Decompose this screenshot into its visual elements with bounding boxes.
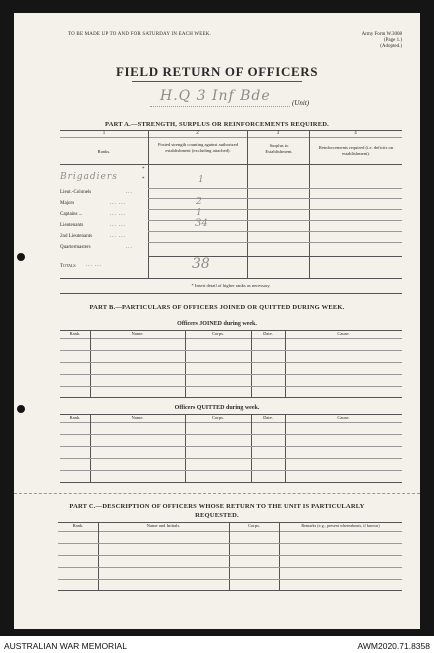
joined-col-corps: Corps. — [211, 331, 225, 336]
rank-dots: ... ... — [110, 212, 126, 217]
col-header-posted: Posted strength counting against authorized establishment (excluding attached). — [157, 142, 239, 153]
part-a-heading: PART A.—STRENGTH, SURPLUS OR REINFORCEMENTS REQUIRED. — [105, 121, 329, 128]
unit-handwritten: H.Q 3 Inf Bde — [160, 88, 271, 104]
part-c-heading — [0, 502, 434, 520]
part-a-header-rule — [60, 164, 402, 165]
joined-row-rule — [60, 386, 402, 387]
row-rule — [148, 231, 402, 232]
form-number-page: (Page 1.) — [383, 38, 402, 43]
posted-majors: 2 — [196, 197, 202, 207]
joined-heading: Officers JOINED during week. — [177, 321, 257, 327]
row-rule — [148, 209, 402, 210]
part-a-end-rule — [60, 293, 402, 294]
rank-lieut-colonels: Lieut.-Colonels — [60, 190, 92, 195]
quitted-col-rank: Rank. — [69, 415, 81, 420]
col-number: 2 — [196, 131, 199, 136]
col-number: 3 — [276, 131, 280, 136]
rank-dots: ... ... — [110, 223, 126, 228]
part-a-footnote: * Insert detail of higher ranks as necessary. — [191, 283, 271, 288]
rank-quartermasters: Quartermasters — [60, 245, 91, 250]
title-underline — [132, 81, 302, 82]
col-header-surplus: Surplus to Establishment. — [265, 143, 293, 154]
quitted-col-date: Date. — [263, 415, 273, 420]
unit-label: (Unit) — [292, 99, 310, 107]
joined-col-rank: Rank. — [69, 331, 81, 336]
quitted-row-rule — [60, 470, 402, 471]
rank-captains: Captains ... — [60, 212, 83, 217]
part-a-num-rule — [60, 137, 402, 138]
part-c-bottom-rule — [58, 590, 402, 591]
joined-col-date: Date. — [263, 331, 273, 336]
joined-bottom-rule — [60, 397, 402, 398]
punch-hole — [17, 253, 25, 261]
joined-row-rule — [60, 350, 402, 351]
rank-asterisk: * — [142, 167, 145, 172]
footer-credit: AUSTRALIAN WAR MEMORIAL — [4, 641, 127, 651]
rank-dots: ... ... — [110, 234, 126, 239]
part-c-row-rule — [58, 567, 402, 568]
part-a-bottom-rule — [60, 278, 402, 279]
quitted-row-rule — [60, 434, 402, 435]
quitted-col-corps: Corps. — [211, 415, 225, 420]
joined-header-rule — [60, 338, 402, 339]
quitted-heading: Officers QUITTED during week. — [174, 405, 260, 411]
form-instruction: TO BE MADE UP TO AND FOR SATURDAY IN EACH WEEK. — [68, 32, 212, 37]
part-c-col-rank: Rank. — [72, 523, 84, 528]
rank-dots: ... ... — [86, 263, 102, 268]
rank-asterisk: * — [142, 177, 145, 182]
quitted-col-cause: Cause. — [337, 415, 350, 420]
col-number: 4 — [354, 131, 357, 136]
form-number-line: Army Form W.3008 — [361, 32, 402, 37]
form-number-adopted: (Adopted.) — [380, 44, 402, 49]
posted-lieutenants: 34 — [195, 218, 208, 229]
part-c-col-name: Name and Initials. — [146, 523, 181, 528]
quitted-header-rule — [60, 422, 402, 423]
rank-majors: Majors — [60, 201, 75, 206]
form-number — [330, 32, 402, 50]
rank-lieutenants: Lieutenants — [60, 223, 84, 228]
quitted-col-divider — [251, 414, 252, 482]
col-number: 1 — [102, 131, 106, 136]
posted-brigadiers: 1 — [198, 175, 204, 185]
part-c-row-rule — [58, 555, 402, 556]
quitted-row-rule — [60, 446, 402, 447]
rank-brigadiers: Brigadiers — [60, 172, 118, 182]
footer-accession-number: AWM2020.71.8358 — [357, 641, 430, 651]
rank-2nd-lieutenants: 2nd Lieutenants — [60, 234, 93, 239]
posted-captains: 1 — [196, 208, 202, 218]
fold-line — [14, 493, 420, 494]
rank-dots: ... ... — [110, 201, 126, 206]
rank-dots: ... — [126, 190, 133, 195]
rank-dots: ... — [126, 245, 133, 250]
quitted-bottom-rule — [60, 482, 402, 483]
row-rule — [148, 188, 402, 189]
quitted-row-rule — [60, 458, 402, 459]
quitted-col-divider — [185, 414, 186, 482]
quitted-col-name: Name. — [131, 415, 144, 420]
joined-col-name: Name. — [131, 331, 144, 336]
part-b-heading: PART B.—PARTICULARS OF OFFICERS JOINED OR QUITTED DURING WEEK. — [89, 304, 345, 311]
part-c-header-rule — [58, 531, 402, 532]
part-c-row-rule — [58, 543, 402, 544]
part-c-heading-line: PART C.—DESCRIPTION OF OFFICERS WHOSE RETURN TO THE UNIT IS PARTICULARLY — [69, 503, 365, 510]
part-c-heading-line: REQUESTED. — [195, 512, 239, 519]
col-header-reinforcements: Reinforcements required (i.e. deficits on establishment). — [318, 145, 394, 156]
joined-col-cause: Cause. — [337, 331, 350, 336]
joined-row-rule — [60, 362, 402, 363]
col-header-ranks: Ranks. — [97, 149, 111, 154]
row-rule — [148, 220, 402, 221]
joined-row-rule — [60, 374, 402, 375]
totals-value: 38 — [192, 256, 210, 272]
row-rule — [148, 242, 402, 243]
unit-line — [150, 106, 290, 107]
row-rule — [148, 198, 402, 199]
totals-label: Totals — [60, 264, 76, 269]
totals-rule — [148, 256, 402, 257]
quitted-col-divider — [285, 414, 286, 482]
form-title: FIELD RETURN OF OFFICERS — [115, 64, 319, 79]
quitted-col-divider — [90, 414, 91, 482]
part-c-col-remarks: Remarks (e.g., present whereabouts, if known) — [301, 523, 380, 528]
part-c-col-corps: Corps. — [247, 523, 261, 528]
part-c-row-rule — [58, 579, 402, 580]
